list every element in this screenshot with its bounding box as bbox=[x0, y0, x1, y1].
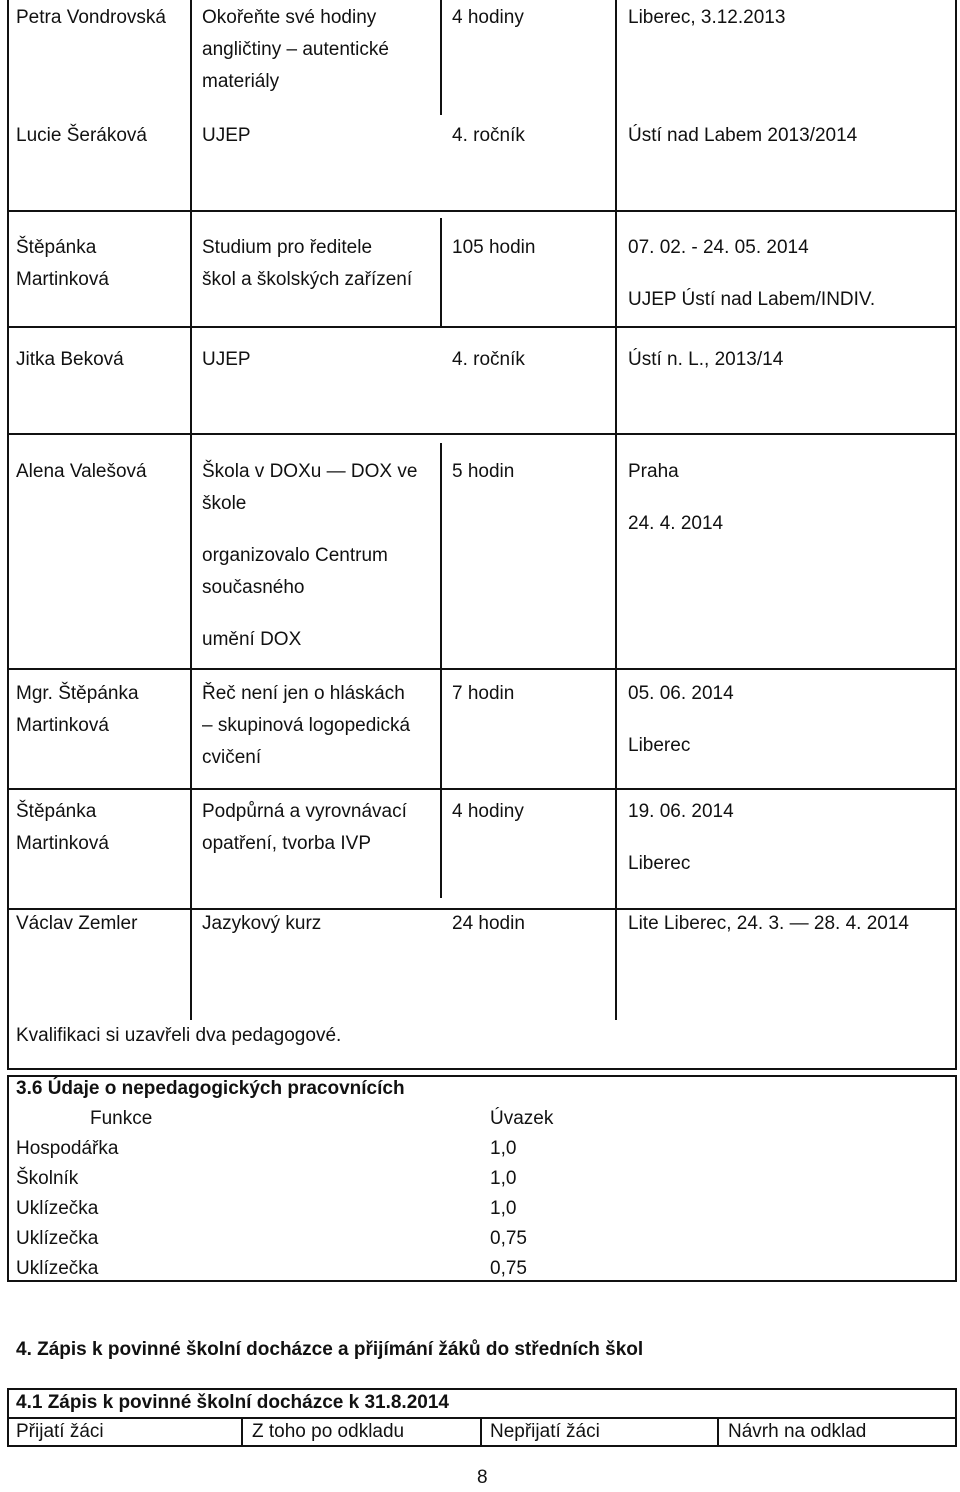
training-hours: 4 hodiny bbox=[452, 801, 524, 822]
enrollment-header: Nepřijatí žáci bbox=[490, 1421, 600, 1442]
table-border bbox=[7, 1388, 9, 1447]
training-name: Štěpánka bbox=[16, 801, 97, 822]
training-place: Ústí nad Labem 2013/2014 bbox=[628, 125, 858, 146]
staff-header-fte: Úvazek bbox=[490, 1108, 554, 1129]
staff-fte: 0,75 bbox=[490, 1258, 527, 1279]
staff-role: Uklízečka bbox=[16, 1198, 99, 1219]
table-border bbox=[480, 1417, 482, 1447]
section4-heading: 4. Zápis k povinné školní docházce a přijímání žáků do středních škol bbox=[16, 1339, 644, 1360]
training-name: Lucie Šeráková bbox=[16, 125, 147, 146]
table-border bbox=[955, 1388, 957, 1447]
training-topic: materiály bbox=[202, 71, 280, 92]
staff-role: Uklízečka bbox=[16, 1228, 99, 1249]
training-place: 19. 06. 2014 bbox=[628, 801, 734, 822]
staff-fte: 1,0 bbox=[490, 1168, 517, 1189]
training-topic: Škola v DOXu — DOX ve bbox=[202, 461, 418, 482]
table-border bbox=[7, 788, 957, 790]
training-place: 05. 06. 2014 bbox=[628, 683, 734, 704]
training-hours: 7 hodin bbox=[452, 683, 515, 704]
table-border bbox=[190, 0, 192, 1020]
training-topic: UJEP bbox=[202, 125, 251, 146]
training-name: Jitka Beková bbox=[16, 349, 124, 370]
training-topic: – skupinová logopedická bbox=[202, 715, 411, 736]
training-topic: opatření, tvorba IVP bbox=[202, 833, 371, 854]
staff-role: Uklízečka bbox=[16, 1258, 99, 1279]
training-name: Martinková bbox=[16, 269, 109, 290]
qualification-note: Kvalifikaci si uzavřeli dva pedagogové. bbox=[16, 1025, 342, 1046]
training-name: Alena Valešová bbox=[16, 461, 147, 482]
section41-heading: 4.1 Zápis k povinné školní docházce k 31.8.2014 bbox=[16, 1392, 449, 1413]
training-topic: Jazykový kurz bbox=[202, 913, 322, 934]
training-topic: cvičení bbox=[202, 747, 262, 768]
training-topic: škol a školských zařízení bbox=[202, 269, 413, 290]
training-topic: Řeč není jen o hláskách bbox=[202, 683, 405, 704]
training-name: Petra Vondrovská bbox=[16, 7, 166, 28]
training-hours: 4. ročník bbox=[452, 125, 525, 146]
training-topic: současného bbox=[202, 577, 305, 598]
training-hours: 24 hodin bbox=[452, 913, 525, 934]
training-name: Martinková bbox=[16, 833, 109, 854]
enrollment-header: Přijatí žáci bbox=[16, 1421, 104, 1442]
training-place: Liberec bbox=[628, 735, 691, 756]
training-name: Martinková bbox=[16, 715, 109, 736]
training-topic: Podpůrná a vyrovnávací bbox=[202, 801, 407, 822]
table-border bbox=[955, 1075, 957, 1282]
enrollment-header: Z toho po odkladu bbox=[252, 1421, 405, 1442]
training-place: 24. 4. 2014 bbox=[628, 513, 724, 534]
enrollment-header: Návrh na odklad bbox=[728, 1421, 867, 1442]
training-topic: Okořeňte své hodiny bbox=[202, 7, 377, 28]
staff-role: Školník bbox=[16, 1168, 79, 1189]
training-hours: 4 hodiny bbox=[452, 7, 524, 28]
table-border bbox=[440, 0, 442, 115]
table-border bbox=[7, 210, 957, 212]
staff-header-function: Funkce bbox=[90, 1108, 153, 1129]
training-topic: umění DOX bbox=[202, 629, 302, 650]
training-hours: 4. ročník bbox=[452, 349, 525, 370]
training-place: Praha bbox=[628, 461, 679, 482]
training-place: Liberec, 3.12.2013 bbox=[628, 7, 786, 28]
table-border bbox=[7, 1068, 957, 1070]
training-hours: 5 hodin bbox=[452, 461, 515, 482]
table-border bbox=[7, 1075, 9, 1282]
training-place: UJEP Ústí nad Labem/INDIV. bbox=[628, 289, 876, 310]
staff-fte: 1,0 bbox=[490, 1138, 517, 1159]
staff-fte: 0,75 bbox=[490, 1228, 527, 1249]
training-name: Václav Zemler bbox=[16, 913, 138, 934]
training-place: Ústí n. L., 2013/14 bbox=[628, 349, 784, 370]
training-hours: 105 hodin bbox=[452, 237, 536, 258]
staff-role: Hospodářka bbox=[16, 1138, 119, 1159]
training-topic: škole bbox=[202, 493, 247, 514]
table-border bbox=[7, 1280, 957, 1282]
training-topic: angličtiny – autentické bbox=[202, 39, 389, 60]
page-number: 8 bbox=[477, 1467, 488, 1488]
table-border bbox=[717, 1417, 719, 1447]
table-border bbox=[7, 326, 957, 328]
table-border bbox=[440, 443, 442, 898]
table-border bbox=[7, 433, 957, 435]
training-place: 07. 02. - 24. 05. 2014 bbox=[628, 237, 809, 258]
table-border bbox=[7, 668, 957, 670]
training-topic: Studium pro ředitele bbox=[202, 237, 373, 258]
staff-heading: 3.6 Údaje o nepedagogických pracovnících bbox=[16, 1078, 405, 1099]
training-name: Mgr. Štěpánka bbox=[16, 683, 139, 704]
training-place: Liberec bbox=[628, 853, 691, 874]
training-topic: UJEP bbox=[202, 349, 251, 370]
table-border bbox=[241, 1417, 243, 1447]
training-name: Štěpánka bbox=[16, 237, 97, 258]
table-border bbox=[615, 0, 617, 1020]
table-border bbox=[440, 218, 442, 326]
training-place: Lite Liberec, 24. 3. — 28. 4. 2014 bbox=[628, 913, 909, 934]
training-topic: organizovalo Centrum bbox=[202, 545, 388, 566]
staff-fte: 1,0 bbox=[490, 1198, 517, 1219]
